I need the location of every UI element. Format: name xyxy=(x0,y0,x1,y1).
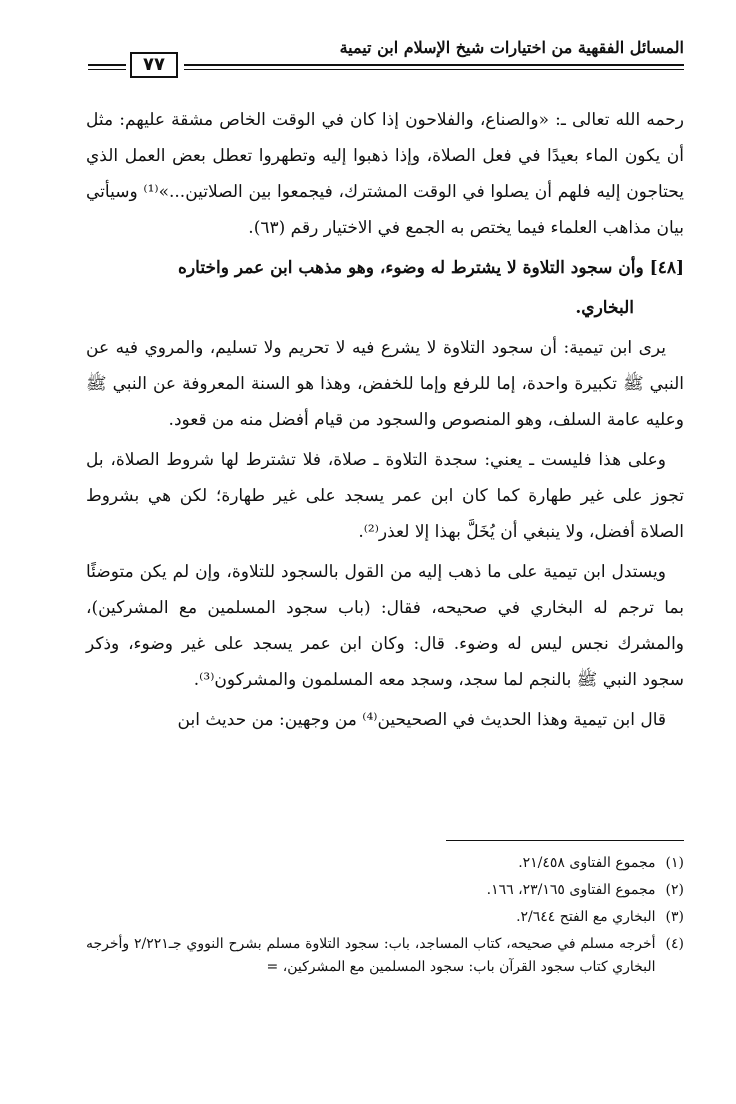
page-number: ٧٧ xyxy=(130,52,178,78)
footnote-number: (١) xyxy=(665,855,684,871)
header-rule-left xyxy=(88,64,126,70)
footnote-text: البخاري مع الفتح ٢/٦٤٤. xyxy=(516,909,656,925)
footnote xyxy=(86,906,684,929)
paragraph-2: يرى ابن تيمية: أن سجود التلاوة لا يشرع فيه لا تحريم ولا تسليم، والمروي فيه عن النبي ﷺ تكبيرة واحدة، إما للرفع وإما للخفض، وهذا هو السنة المعروفة عن النبي ﷺ وعليه عامة السلف، وهو المنصوص والسجود من قيام أفضل منه من قعود. xyxy=(86,338,684,430)
paragraph-1: رحمه الله تعالى ـ: «والصناع، والفلاحون إذا كان في الوقت الخاص مشقة عليهم: مثل أن يكون الماء بعيدًا في فعل الصلاة، وإذا ذهبوا إليه وتطهروا تعطل بعض العمل الذي يحتاجون إليه فلهم أن يصلوا في الوقت المشترك، فيجمعوا بين الصلاتين...»⁽¹⁾ وسيأتي بيان مذاهب العلماء فيما يختص به الجمع في الاختيار رقم (٦٣). xyxy=(86,110,684,238)
footnote xyxy=(86,852,684,875)
footnote-text: مجموع الفتاوى ٢١/٤٥٨. xyxy=(518,855,656,871)
paragraph-3: وعلى هذا فليست ـ يعني: سجدة التلاوة ـ صلاة، فلا تشترط لها شروط الصلاة، بل تجوز على غير طهارة كما كان ابن عمر يسجد على غير طهارة؛ لكن هي بشروط الصلاة أفضل، ولا ينبغي أن يُخَلَّ بهذا إلا لعذر⁽²⁾. xyxy=(86,450,684,542)
footnote xyxy=(86,933,684,979)
page-header xyxy=(88,36,684,80)
footnote-number: (٣) xyxy=(665,909,684,925)
issue-title: وأن سجود التلاوة لا يشترط له وضوء، وهو مذهب ابن عمر واختاره xyxy=(178,258,644,278)
footnote-text: أخرجه مسلم في صحيحه، كتاب المساجد، باب: سجود التلاوة مسلم بشرح النووي جـ٢/٢٢١ وأخرجه البخاري كتاب سجود القرآن باب: سجود المسلمين مع المشركين، = xyxy=(86,936,656,975)
footnote xyxy=(86,879,684,902)
issue-heading xyxy=(86,250,684,286)
footnote-number: (٢) xyxy=(665,882,684,898)
footnotes xyxy=(86,852,684,983)
footnote-text: مجموع الفتاوى ٢٣/١٦٥، ١٦٦. xyxy=(486,882,656,898)
running-title: المسائل الفقهية من اختيارات شيخ الإسلام ابن تيمية xyxy=(339,38,684,57)
issue-number: [٤٨] xyxy=(649,258,684,278)
footnote-number: (٤) xyxy=(665,936,684,952)
paragraph-4: ويستدل ابن تيمية على ما ذهب إليه من القول بالسجود للتلاوة، وإن لم يكن متوضئًا بما ترجم له البخاري في صحيحه، فقال: (باب سجود المسلمين مع المشركين)، والمشرك نجس ليس له وضوء. قال: وكان ابن عمر يسجد على غير وضوء، وذكر سجود النبي ﷺ بالنجم لما سجد، وسجد معه المسلمون والمشركون⁽³⁾. xyxy=(86,562,684,690)
header-rule xyxy=(184,64,684,70)
issue-title-continuation: البخاري. xyxy=(575,298,634,318)
body-text xyxy=(86,102,684,742)
paragraph-5: قال ابن تيمية وهذا الحديث في الصحيحين⁽⁴⁾ من وجهين: من حديث ابن xyxy=(177,710,666,730)
footnote-separator xyxy=(446,840,684,841)
